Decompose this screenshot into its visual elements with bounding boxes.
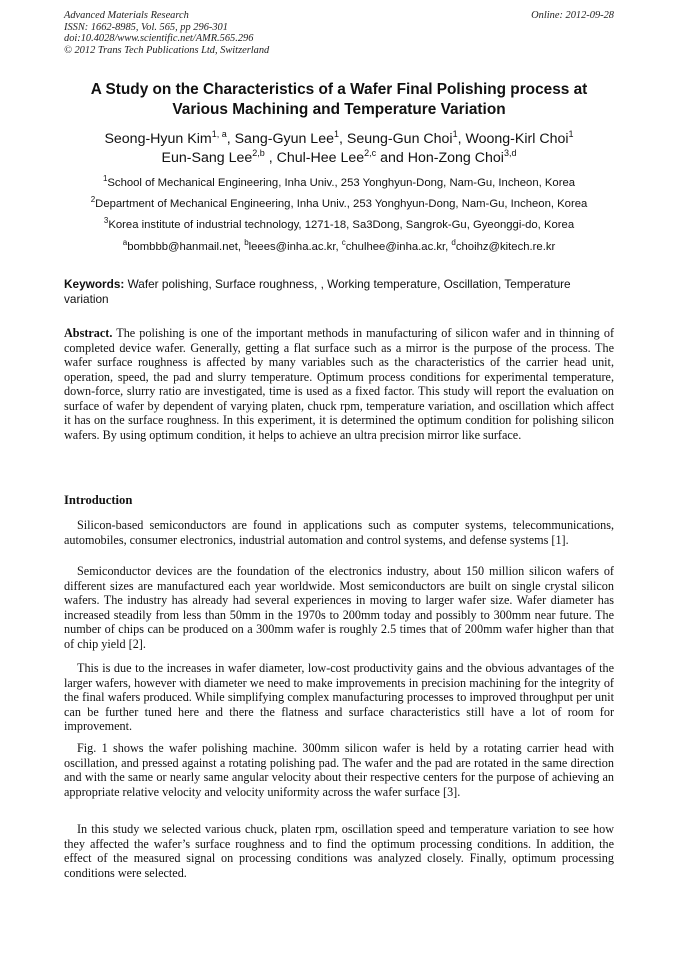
affiliation-sup: 3 xyxy=(103,216,109,225)
email-sup: d xyxy=(451,238,456,247)
author-sup: 3,d xyxy=(503,147,517,158)
author-separator: , xyxy=(339,131,347,147)
author-name: Chul-Hee Lee xyxy=(276,149,365,166)
doi-line: doi:10.4028/www.scientific.net/AMR.565.296 xyxy=(64,33,254,44)
affiliation-text: School of Mechanical Engineering, Inha Univ., 253 Yonghyun-Dong, Nam-Gu, Incheon, Korea xyxy=(107,177,576,189)
keywords xyxy=(64,277,616,306)
author-name: Hon-Zong Choi xyxy=(407,149,504,166)
author-line-1 xyxy=(64,130,614,149)
author-sup: 1 xyxy=(452,129,458,139)
copyright-line: © 2012 Trans Tech Publications Ltd, Switzerland xyxy=(64,44,270,56)
email-link[interactable]: leees@inha.ac.kr, xyxy=(248,241,342,253)
email-sup: a xyxy=(122,238,128,247)
author-list xyxy=(64,130,614,167)
email-sup: c xyxy=(341,238,346,247)
author-sup: 1 xyxy=(333,129,339,139)
author-name: Seung-Gun Choi xyxy=(346,131,453,147)
affiliation-1 xyxy=(60,176,618,190)
author-separator: , xyxy=(226,131,235,147)
author-name: Seong-Hyun Kim xyxy=(104,131,212,147)
email-sup: b xyxy=(244,238,249,247)
affiliation-2 xyxy=(60,197,618,211)
affiliation-text: Korea institute of industrial technology, 1271-18, Sa3Dong, Sangrok-Gu, Gyeonggi-do, Korea xyxy=(108,219,575,231)
author-separator: and xyxy=(376,149,408,166)
paper-title: A Study on the Characteristics of a Wafer Final Polishing process at Various Machining and Temperature Variation xyxy=(90,81,588,118)
journal-name: Advanced Materials Research xyxy=(64,10,189,21)
email-link[interactable]: chulhee@inha.ac.kr, xyxy=(345,241,452,253)
author-name: Eun-Sang Lee xyxy=(161,149,253,166)
author-line-2 xyxy=(64,149,614,168)
abstract-text: The polishing is one of the important methods in manufacturing of silicon wafer and in thinning of completed device wafer. Generally, getting a flat surface such as a mirror is the purpose of the process. The wafer surface roughness is affected by many variables such as the characteristics of the carrier head unit, operation, speed, the pad and slurry temperature. Optimum process conditions for experimental temperature, down-force, slurry ratio are investigated, time is used as a fixed factor. This study will report the evaluation on surface of wafer by dependent of varying platen, chuck rpm, temperature variation, and oscillation which affect it has on the surface roughness. In this experiment, it is determined the optimum condition for polishing silicon wafers. By using optimum condition, it helps to achieve an ultra precision mirror like surface. xyxy=(64,326,614,442)
abstract xyxy=(64,326,614,442)
keywords-label: Keywords: xyxy=(64,277,125,291)
affiliation-sup: 2 xyxy=(90,195,96,204)
author-name: Sang-Gyun Lee xyxy=(234,131,334,147)
affiliation-text: Department of Mechanical Engineering, Inha Univ., 253 Yonghyun-Dong, Nam-Gu, Incheon, Korea xyxy=(95,198,588,210)
intro-paragraph-1: Silicon-based semiconductors are found in applications such as computer systems, telecommunications, automobiles, consumer electronics, industrial automation and control systems, and defense systems [1]. xyxy=(64,518,614,547)
affiliation-sup: 1 xyxy=(102,174,108,183)
author-separator: , xyxy=(264,149,277,166)
author-sup: 2,b xyxy=(252,147,265,158)
keywords-text: Wafer polishing, Surface roughness, , Working temperature, Oscillation, Temperature variation xyxy=(64,277,571,306)
author-name: Woong-Kirl Choi xyxy=(465,131,569,147)
section-heading-introduction: Introduction xyxy=(64,493,133,507)
issn-line: ISSN: 1662-8985, Vol. 565, pp 296-301 xyxy=(64,21,228,33)
author-sup: 1, a xyxy=(211,129,227,139)
author-sup: 1 xyxy=(568,129,574,139)
author-separator: , xyxy=(457,131,466,147)
intro-paragraph-5: In this study we selected various chuck, platen rpm, oscillation speed and temperature variation to see how they affected the wafer’s surface roughness and to find the optimum processing conditions. In addition, the effect of the measured signal on processing conditions was analyzed closely. Finally, optimum processing conditions were selected. xyxy=(64,822,614,880)
email-link[interactable]: choihz@kitech.re.kr xyxy=(455,241,556,253)
affiliation-3 xyxy=(60,218,618,232)
email-link[interactable]: bombbb@hanmail.net, xyxy=(127,241,245,253)
abstract-label: Abstract. xyxy=(64,326,113,340)
email-list xyxy=(60,240,618,254)
intro-paragraph-4: Fig. 1 shows the wafer polishing machine. 300mm silicon wafer is held by a rotating carrier head with oscillation, and pressed against a rotating polishing pad. The wafer and the pad are rotated in the same direction and with the same or nearly same angular velocity about their respective centers for the purpose of achieving an appropriate relative velocity and velocity uniformity across the wafer surface [3]. xyxy=(64,741,614,799)
journal-header xyxy=(64,10,269,56)
intro-paragraph-3: This is due to the increases in wafer diameter, low-cost productivity gains and the obvious advantages of the larger wafers, however with diameter we need to make improvements in precision machining for the integrity of the final wafers produced. While simplifying complex manufacturing processes to improved throughput per unit can be further tuned here and there the flatness and surface characteristics still have a lot of room for improvement. xyxy=(64,661,614,734)
author-sup: 2,c xyxy=(364,147,377,158)
online-date: Online: 2012-09-28 xyxy=(531,10,614,21)
intro-paragraph-2: Semiconductor devices are the foundation of the electronics industry, about 150 million silicon wafers of different sizes are manufactured each year worldwide. Most semiconductors are built on single crystal silicon wafers. The industry has already had several experiences in moving to larger wafer size. Wafer diameter has increased steadily from less than 50mm in the 1970s to 200mm today and possibly to 300mm near future. The number of chips can be produced on a 300mm wafer is roughly 2.5 times that of 200mm wafer higher than that of chip yield [2]. xyxy=(64,564,614,651)
